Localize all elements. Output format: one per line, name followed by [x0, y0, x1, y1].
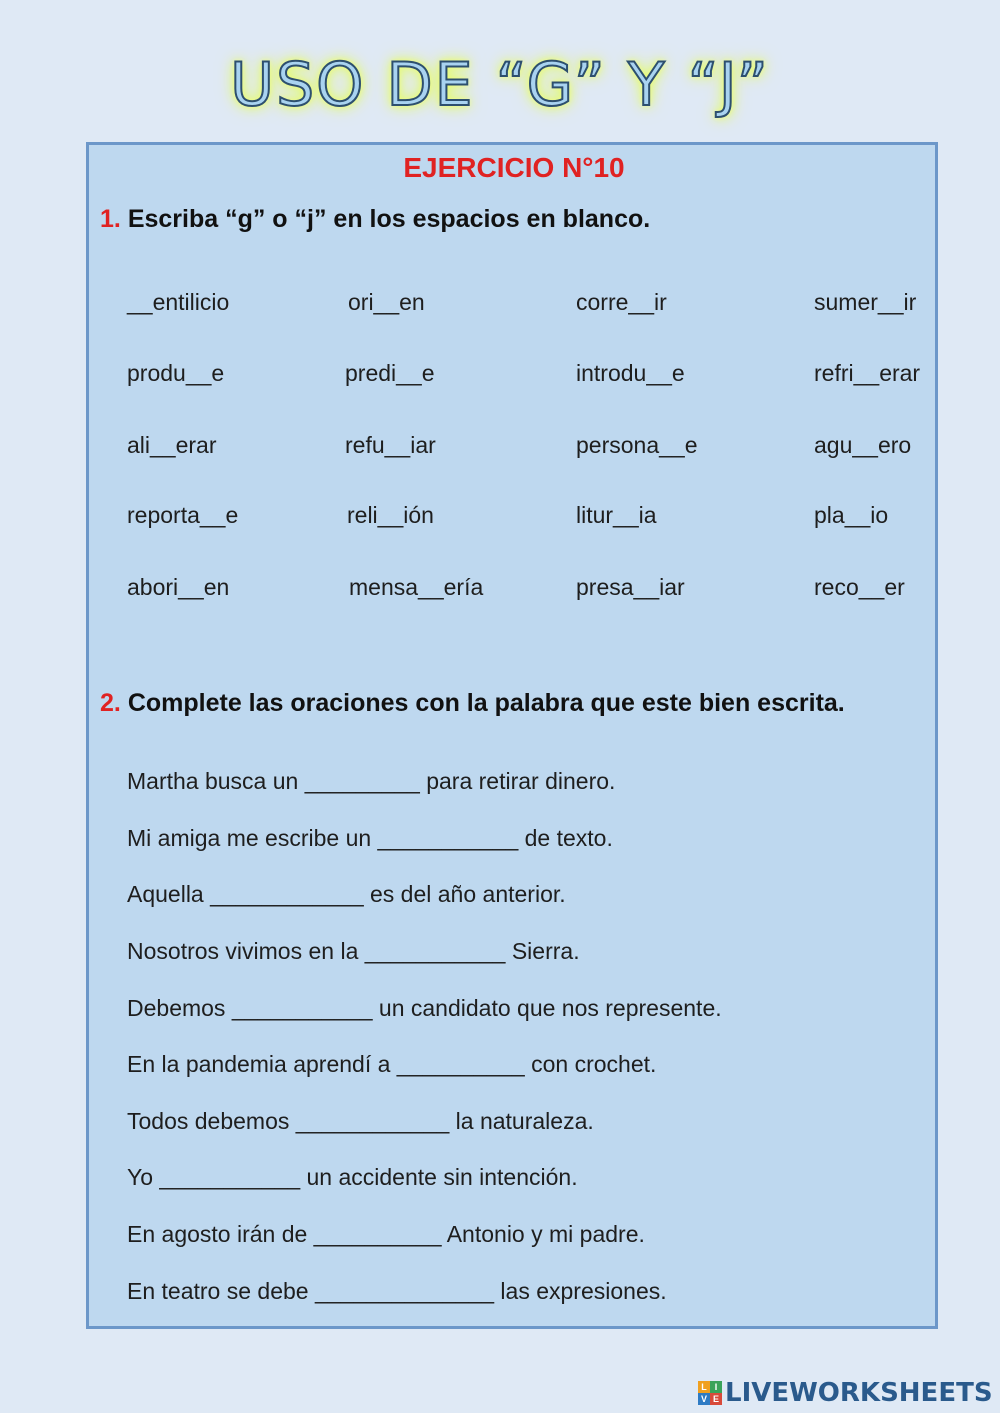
- sentence-blank[interactable]: En agosto irán de __________ Antonio y mi padre.: [127, 1221, 645, 1247]
- liveworksheets-brand: LIVEWORKSHEETS: [725, 1378, 993, 1408]
- word-blank[interactable]: agu__ero: [814, 432, 912, 458]
- worksheet-title: USO DE “G” Y “J”: [230, 50, 770, 120]
- section-1-heading: [100, 205, 650, 234]
- word-blank[interactable]: produ__e: [127, 360, 225, 386]
- word-blank[interactable]: refri__erar: [814, 360, 921, 386]
- word-blank[interactable]: ori__en: [348, 289, 425, 315]
- liveworksheets-logo[interactable]: [698, 1377, 993, 1409]
- section-2-heading: [100, 689, 845, 718]
- word-blank[interactable]: mensa__ería: [349, 574, 484, 600]
- word-blank[interactable]: predi__e: [345, 360, 435, 386]
- sentence-blank[interactable]: Todos debemos ____________ la naturaleza.: [127, 1108, 594, 1134]
- word-blank[interactable]: __entilicio: [127, 289, 230, 315]
- word-blank[interactable]: litur__ia: [576, 502, 657, 528]
- liveworksheets-logo-icon: L I V E: [698, 1381, 722, 1405]
- word-blank[interactable]: reli__ión: [347, 502, 434, 528]
- sentence-blank[interactable]: Debemos ___________ un candidato que nos represente.: [127, 995, 722, 1021]
- word-blank[interactable]: introdu__e: [576, 360, 685, 386]
- exercise-title: EJERCICIO N°10: [403, 152, 625, 183]
- sentence-blank[interactable]: En la pandemia aprendí a __________ con crochet.: [127, 1051, 657, 1077]
- section-1-number: 1.: [100, 205, 121, 233]
- sentence-blank[interactable]: Aquella ____________ es del año anterior.: [127, 881, 566, 907]
- section-2-number: 2.: [100, 689, 121, 717]
- sentence-blank[interactable]: Martha busca un _________ para retirar dinero.: [127, 768, 616, 794]
- sentence-blank[interactable]: Yo ___________ un accidente sin intención.: [127, 1164, 578, 1190]
- word-blank[interactable]: presa__iar: [576, 574, 685, 600]
- word-blank[interactable]: persona__e: [576, 432, 698, 458]
- word-blank[interactable]: reco__er: [814, 574, 905, 600]
- section-1-text: Escriba “g” o “j” en los espacios en blanco.: [127, 205, 651, 233]
- word-blank[interactable]: reporta__e: [127, 502, 239, 528]
- word-blank[interactable]: sumer__ir: [814, 289, 917, 315]
- word-blank[interactable]: refu__iar: [345, 432, 436, 458]
- sentence-blank[interactable]: Nosotros vivimos en la ___________ Sierra.: [127, 938, 580, 964]
- word-blank[interactable]: abori__en: [127, 574, 230, 600]
- sentence-blank[interactable]: Mi amiga me escribe un ___________ de texto.: [127, 825, 613, 851]
- word-blank[interactable]: pla__io: [814, 502, 889, 528]
- sentence-blank[interactable]: En teatro se debe ______________ las expresiones.: [127, 1278, 667, 1304]
- word-blank[interactable]: ali__erar: [127, 432, 217, 458]
- word-blank[interactable]: corre__ir: [576, 289, 667, 315]
- section-2-text: Complete las oraciones con la palabra que este bien escrita.: [127, 689, 845, 717]
- exercise-panel: [86, 142, 938, 1329]
